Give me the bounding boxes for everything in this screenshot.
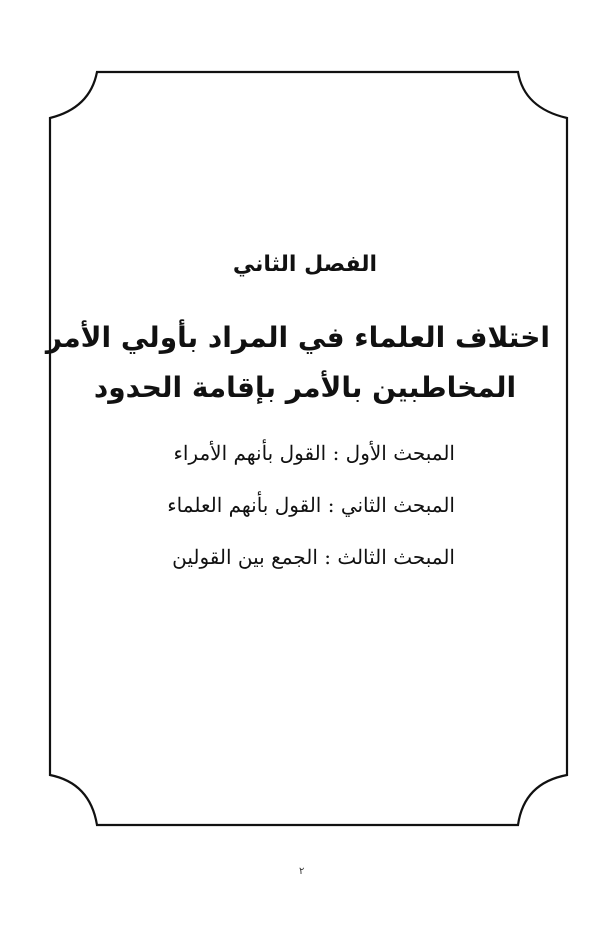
chapter-title-line-1: اختلاف العلماء في المراد بأولي الأمر [45, 321, 550, 354]
section-item-3: المبحث الثالث : الجمع بين القولين [172, 545, 455, 569]
section-item-2: المبحث الثاني : القول بأنهم العلماء [167, 493, 455, 517]
section-item-1: المبحث الأول : القول بأنهم الأمراء [173, 441, 455, 465]
chapter-title-line-2: المخاطبين بالأمر بإقامة الحدود [93, 371, 517, 404]
chapter-heading: الفصل الثاني [232, 252, 378, 277]
page-footer-mark: ٢ [299, 866, 305, 877]
section-list [167, 440, 455, 596]
